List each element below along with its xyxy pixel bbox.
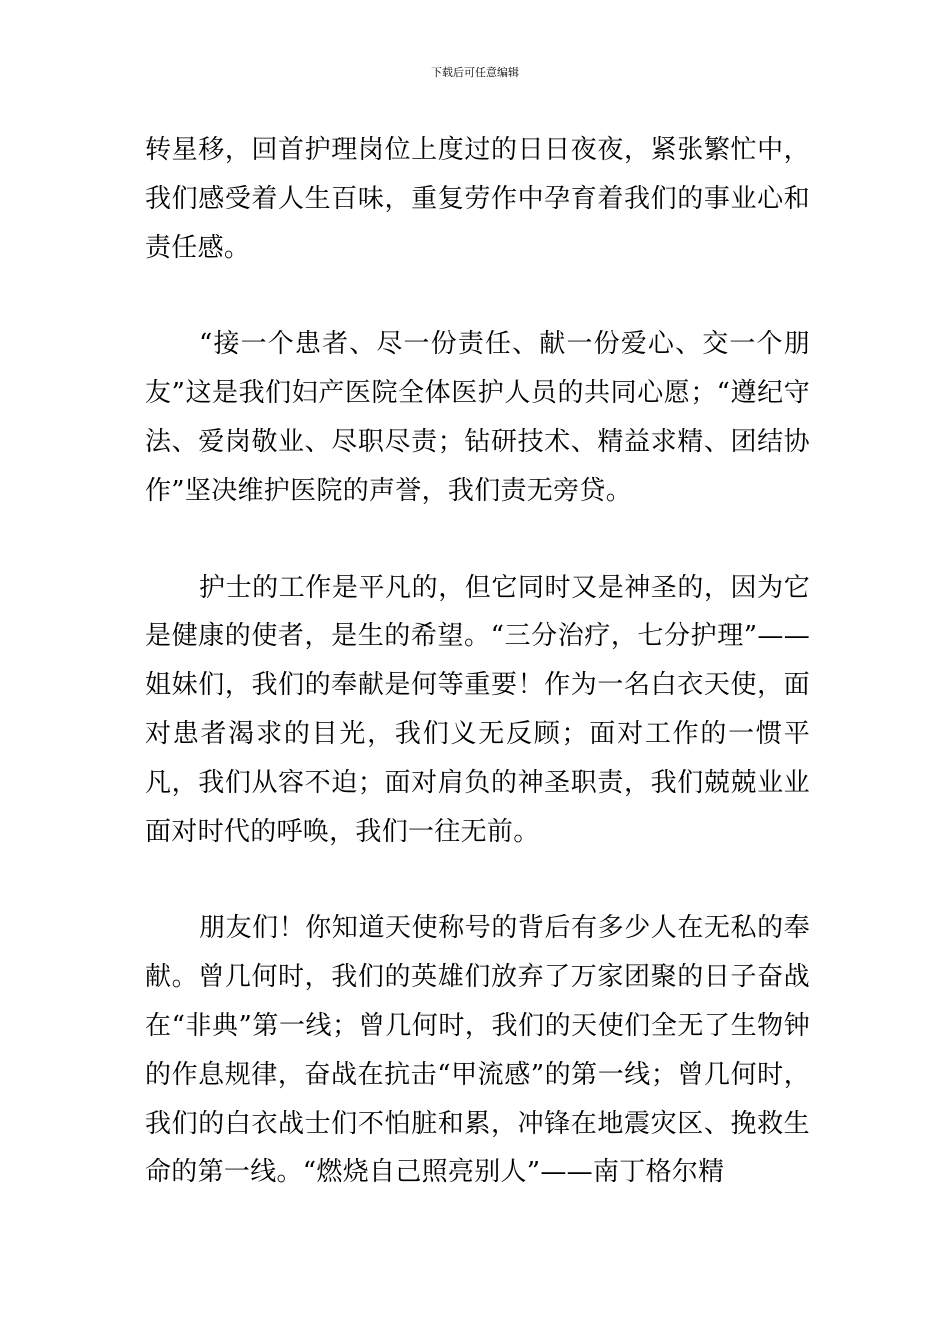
page-header: 下载后可任意编辑 (431, 66, 519, 79)
paragraph-3: 护士的工作是平凡的，但它同时又是神圣的，因为它是健康的使者，是生的希望。“三分治疗，七分护理”——姐妹们，我们的奉献是何等重要！作为一名白衣天使，面对患者渴求的目光，我们义无反顾；面对工作的一惯平凡，我们从容不迫；面对肩负的神圣职责，我们兢兢业业面对时代的呼唤，我们一往无前。 (145, 572, 810, 847)
paragraph-2: “接一个患者、尽一份责任、献一份爱心、交一个朋友”这是我们妇产医院全体医护人员的共同心愿；“遵纪守法、爱岗敬业、尽职尽责；钻研技术、精益求精、团结协作”坚决维护医院的声誉，我们责无旁贷。 (145, 329, 810, 506)
paragraph-4: 朋友们！你知道天使称号的背后有多少人在无私的奉献。曾几何时，我们的英雄们放弃了万家团聚的日子奋战在“非典”第一线；曾几何时，我们的天使们全无了生物钟的作息规律，奋战在抗击“甲流感”的第一线；曾几何时，我们的白衣战士们不怕脏和累，冲锋在地震灾区、挽救生命的第一线。“燃烧自己照亮别人”——南丁格尔精 (145, 913, 810, 1188)
paragraph-1: 转星移，回首护理岗位上度过的日日夜夜，紧张繁忙中，我们感受着人生百味，重复劳作中孕育着我们的事业心和责任感。 (145, 135, 810, 263)
document-body (145, 126, 810, 1197)
